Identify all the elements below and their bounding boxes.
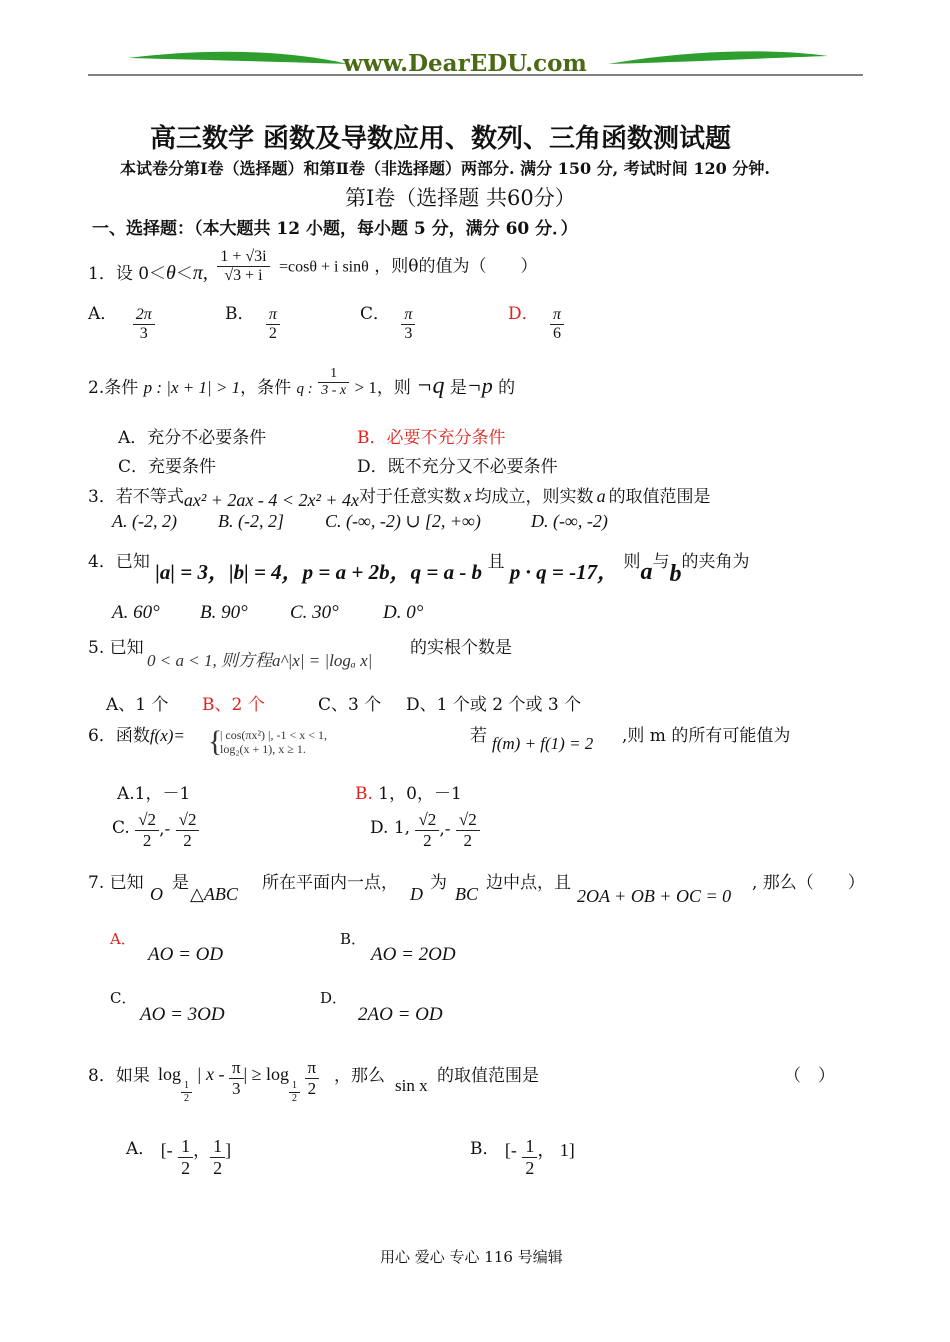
- q7-option-b-expr: AO = 2OD: [371, 944, 456, 965]
- q1-frac-num: 1 + √3i: [217, 248, 269, 267]
- q8-option-b-bracket: [-: [504, 1139, 517, 1160]
- q6-option-c[interactable]: [112, 810, 199, 850]
- q1-option-a-frac: [133, 306, 155, 344]
- q7-D: D: [410, 884, 423, 904]
- q1-a-num: 2π: [133, 306, 155, 325]
- q6-suffix: ,则 m 的所有可能值为: [622, 726, 791, 746]
- q4-with: 与: [652, 552, 670, 572]
- q2-q-frac: [318, 366, 349, 399]
- q4-condition: |a| = 3，|b| = 4，p = a + 2b，q = a - b: [155, 560, 483, 584]
- q6-option-a[interactable]: A.1，－1: [117, 784, 191, 804]
- q1-fraction: [217, 248, 269, 286]
- q6-option-d-label: D. 1,: [370, 817, 411, 838]
- q2-of: 的: [498, 378, 516, 399]
- q8-option-a-close: ]: [225, 1139, 232, 1160]
- q7-equation: 2OA + OB + OC = 0: [577, 886, 732, 906]
- q6-option-c-label: C.: [112, 817, 130, 838]
- q5-option-d[interactable]: D、1 个或 2 个或 3 个: [406, 695, 582, 715]
- q8-pi-1: π: [229, 1058, 244, 1079]
- q6-case-1: | cos(πx²) |, -1 < x < 1,: [220, 728, 327, 742]
- q2-mid: ，条件: [240, 378, 292, 399]
- q8-base-1: [181, 1080, 192, 1104]
- page-title: 高三数学 函数及导数应用、数列、三角函数测试题: [150, 124, 732, 154]
- q1-d-num: π: [550, 306, 564, 325]
- question-2: [88, 366, 515, 399]
- q3-a: a: [596, 486, 606, 506]
- q5-option-b[interactable]: B、2 个: [202, 695, 265, 715]
- q1-theta: θ: [166, 262, 176, 285]
- q7-wei: 为: [430, 873, 447, 893]
- q7-is: 是: [172, 873, 189, 893]
- q6-option-d[interactable]: [370, 810, 480, 850]
- q6-option-d-sep: ,-: [439, 819, 451, 840]
- question-3: [88, 482, 711, 510]
- q1-c-num: π: [401, 306, 415, 325]
- q2-is: 是: [449, 378, 467, 399]
- q6-if: 若: [470, 726, 487, 746]
- q7-option-a-label[interactable]: A．: [110, 930, 136, 948]
- q6-equation: f(m) + f(1) = 2: [492, 734, 594, 753]
- q1-option-c-label: C．: [360, 304, 391, 325]
- q8-option-b-label: B．: [470, 1138, 500, 1159]
- q3-inequality: ax² + 2ax - 4 < 2x² + 4x: [183, 490, 360, 510]
- q2-prefix: 2.条件: [88, 378, 139, 399]
- q5-prefix: 5. 已知: [88, 638, 144, 658]
- q7-suffix: , 那么（ ）: [752, 873, 865, 893]
- q2-q-num: 1: [318, 366, 349, 383]
- q4-and: 且: [487, 552, 505, 572]
- q4-option-d[interactable]: D. 0°: [383, 602, 424, 623]
- q5-option-a[interactable]: A、1 个: [106, 695, 169, 715]
- q1-c-den: 3: [404, 325, 413, 343]
- q2-q-den: 3 - x: [321, 383, 347, 399]
- q7-option-b-label[interactable]: B．: [340, 930, 367, 948]
- q8-option-a-frac2: $\frac{1}{2}$: [210, 1136, 225, 1178]
- q2-p-condition: p : |x + 1| > 1: [143, 378, 241, 398]
- question-1: [88, 248, 537, 286]
- q7-prefix: 7. 已知: [88, 873, 144, 893]
- q1-b-den: 2: [268, 325, 277, 343]
- question-5: [88, 633, 144, 658]
- q8-suffix: 的取值范围是: [437, 1066, 539, 1086]
- q8-option-b[interactable]: [470, 1136, 575, 1178]
- page-footer: 用心 爱心 专心 116 号编辑: [380, 1248, 563, 1266]
- q3-option-c[interactable]: C. (-∞, -2) ∪ [2, +∞): [325, 511, 481, 531]
- q7-option-c-expr: AO = 3OD: [140, 1004, 225, 1025]
- q4-prefix: 4．已知: [88, 552, 150, 572]
- question-7: [88, 868, 144, 893]
- q7-option-c-label[interactable]: C．: [110, 989, 137, 1007]
- q8-prefix: 8．如果: [88, 1066, 150, 1086]
- q8-base1-den: 2: [184, 1092, 190, 1104]
- q8-option-a-sep: ，: [193, 1140, 211, 1160]
- q1-option-a[interactable]: [88, 306, 155, 344]
- q3-x: x: [464, 487, 472, 506]
- q1-option-d[interactable]: [508, 306, 564, 344]
- q1-option-b-label: B．: [225, 304, 255, 325]
- q4-then: 则: [623, 552, 641, 572]
- q8-abs-expr: | x -: [196, 1064, 225, 1085]
- q6-option-d-frac2: $\frac{√2}{2}$: [456, 810, 480, 850]
- q1-option-d-frac: [550, 306, 564, 344]
- q4-b: b: [669, 561, 682, 587]
- q1-a-den: 3: [139, 325, 148, 343]
- q1-frac-den: √3 + i: [224, 267, 263, 285]
- q3-mid2: 均成立，则实数: [474, 487, 594, 507]
- q2-q-rhs: > 1: [354, 378, 377, 398]
- q2-option-c[interactable]: C．充要条件: [118, 457, 217, 477]
- q2-option-b[interactable]: B．必要不充分条件: [357, 428, 506, 448]
- q1-prefix: 1．设 0＜: [88, 264, 167, 285]
- q3-prefix: 3．若不等式: [88, 487, 184, 507]
- q8-log-1: log: [158, 1064, 182, 1085]
- q1-option-d-label: D．: [508, 304, 539, 325]
- q4-option-b[interactable]: B. 90°: [200, 602, 248, 623]
- q8-sinx: sin x: [395, 1076, 428, 1095]
- q6-option-c-frac1: $\frac{√2}{2}$: [135, 810, 159, 850]
- question-6: [88, 721, 185, 746]
- q8-then: ，那么: [334, 1066, 385, 1086]
- q4-dot-product: p · q = -17，: [509, 560, 619, 584]
- q7-option-d-expr: 2AO = OD: [358, 1004, 443, 1025]
- q4-suffix: 的夹角为: [681, 552, 750, 572]
- q8-ge-log: | ≥ log: [243, 1064, 290, 1085]
- q1-option-a-label: A．: [88, 304, 118, 325]
- q1-option-c-frac: [401, 306, 415, 344]
- q8-option-b-end: ， 1]: [537, 1139, 575, 1160]
- q8-option-a-bracket: [-: [160, 1139, 173, 1160]
- q7-mid2: 边中点，且: [486, 873, 571, 893]
- q8-base-2: $\frac{1}{2}$: [289, 1080, 300, 1104]
- q7-option-d-label[interactable]: D．: [320, 989, 348, 1007]
- q4-option-c[interactable]: C. 30°: [290, 602, 339, 623]
- q7-O: O: [150, 884, 163, 904]
- q4-a: a: [640, 559, 653, 585]
- q8-option-a-label: A．: [126, 1138, 156, 1159]
- q6-option-d-frac1: $\frac{√2}{2}$: [415, 810, 439, 850]
- q2-option-a[interactable]: A．充分不必要条件: [118, 428, 267, 448]
- q8-base1-num: 1: [181, 1080, 192, 1093]
- q5-condition: 0 < a < 1, 则方程a^|x| = |logₐ x|: [147, 651, 373, 670]
- q8-option-a[interactable]: [126, 1136, 231, 1178]
- q1-mid: ＜: [175, 264, 193, 285]
- q1-rhs: =cosθ + i sinθ: [278, 258, 369, 276]
- page-subtitle: 本试卷分第Ⅰ卷（选择题）和第Ⅱ卷（非选择题）两部分. 满分 150 分, 考试时间 120 分钟.: [120, 159, 770, 178]
- q3-option-b[interactable]: B. (-2, 2]: [218, 511, 284, 531]
- q7-option-a-expr: AO = OD: [148, 944, 224, 965]
- q3-option-a[interactable]: A. (-2, 2): [112, 511, 177, 531]
- question-4: [88, 544, 750, 587]
- q6-option-b[interactable]: [355, 779, 462, 804]
- q8-option-b-frac: $\frac{1}{2}$: [522, 1136, 537, 1178]
- q2-option-d[interactable]: D．既不充分又不必要条件: [357, 457, 558, 477]
- q8-pi-2: π: [305, 1058, 320, 1079]
- q2-then: ，则: [376, 378, 411, 399]
- q5-option-c[interactable]: C、3 个: [318, 695, 382, 715]
- q6-option-c-sep: ,-: [159, 819, 171, 840]
- q3-option-d[interactable]: D. (-∞, -2): [531, 511, 608, 531]
- q2-not-p: ¬p: [466, 373, 493, 399]
- q6-prefix: 6．函数: [88, 726, 150, 746]
- q1-option-b-frac: [266, 306, 280, 344]
- q8-pi-over-2: [305, 1058, 320, 1098]
- q1-option-b[interactable]: [225, 306, 280, 344]
- q6-piecewise: { | cos(πx²) |, -1 < x < 1, log₂(x + 1), x ≥ 1.: [208, 725, 327, 758]
- q6-fx: f(x)=: [149, 726, 185, 745]
- q7-BC: BC: [455, 884, 479, 904]
- q1-option-c[interactable]: [360, 306, 415, 344]
- q8-inequality: [158, 1058, 319, 1104]
- q2-q-label: q :: [296, 381, 313, 398]
- q3-suffix: 的取值范围是: [608, 487, 711, 507]
- section-heading: 一、选择题：（本大题共 12 小题，每小题 5 分，满分 60 分．）: [92, 219, 578, 239]
- q8-three: 3: [232, 1078, 241, 1098]
- q1-b-num: π: [266, 306, 280, 325]
- q6-option-b-values: 1，0，－1: [372, 784, 462, 804]
- q3-mid: 对于任意实数: [359, 487, 462, 507]
- q2-not-q: ¬q: [416, 373, 445, 400]
- q8-pi-over-3: [229, 1058, 244, 1098]
- q7-triangle: △ABC: [190, 884, 238, 904]
- volume-heading: 第Ⅰ卷（选择题 共60分）: [345, 186, 576, 210]
- q1-suffix: ，则θ的值为（ ）: [374, 256, 538, 277]
- q8-paren: （ ）: [784, 1066, 835, 1086]
- q8-two: 2: [307, 1078, 317, 1098]
- q5-suffix: 的实根个数是: [410, 638, 512, 658]
- q4-option-a[interactable]: A. 60°: [112, 602, 160, 623]
- q6-option-c-frac2: $\frac{√2}{2}$: [176, 810, 200, 850]
- question-8: [88, 1061, 150, 1086]
- q6-option-b-label: B.: [355, 784, 373, 804]
- q8-option-a-frac1: $\frac{1}{2}$: [178, 1136, 193, 1178]
- header-logo-text: www.DearEDU.com: [343, 50, 587, 77]
- q1-d-den: 6: [553, 325, 562, 343]
- q7-mid: 所在平面内一点，: [262, 873, 398, 893]
- q6-case-2: log₂(x + 1), x ≥ 1.: [220, 742, 306, 756]
- q1-pi: π,: [192, 262, 208, 285]
